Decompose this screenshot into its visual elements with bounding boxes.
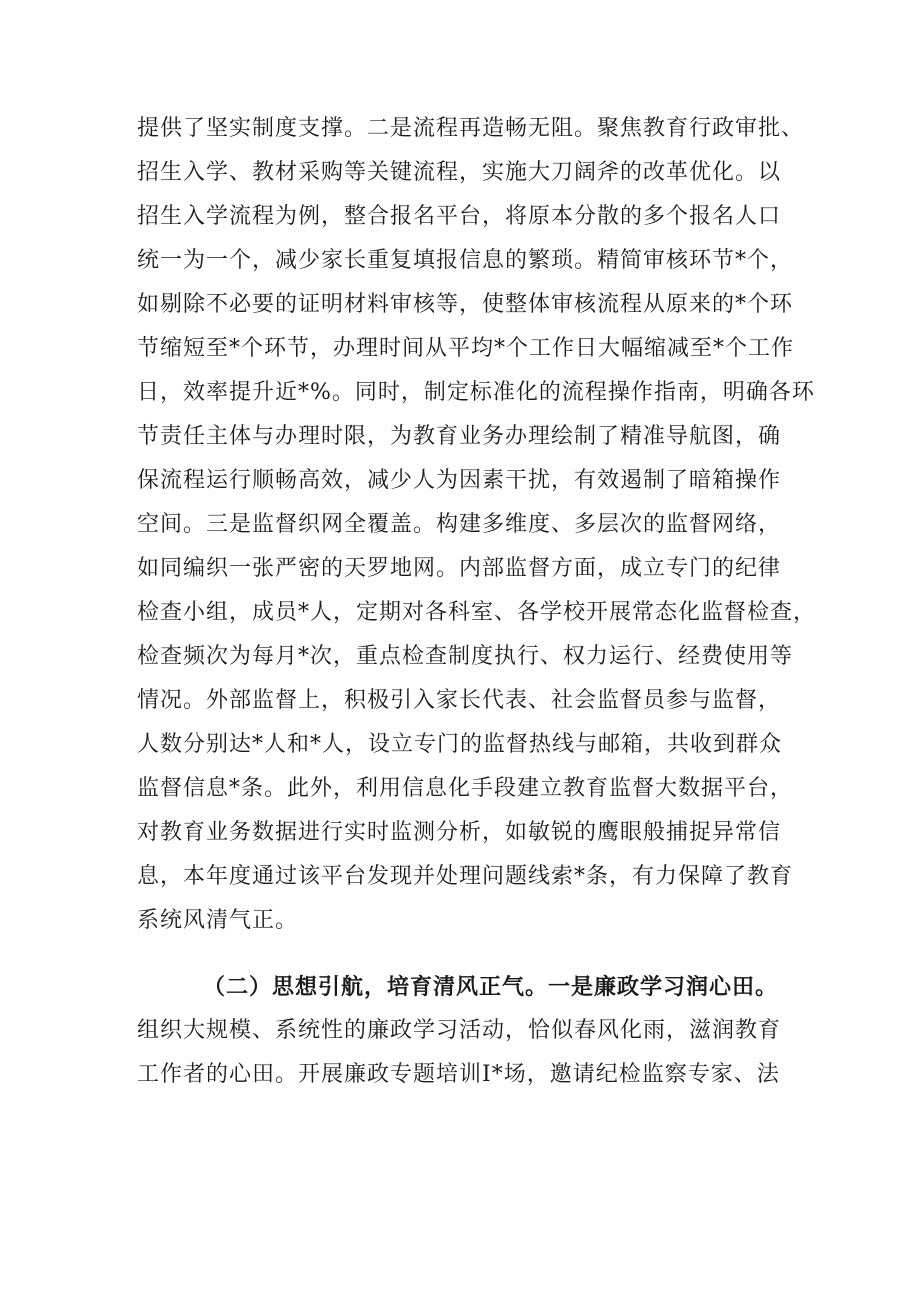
text-line: 工作者的心田。开展廉政专题培训I*场，邀请纪检监察专家、法 (137, 1062, 780, 1087)
text-line: 招生入学、教材采购等关键流程，实施大刀阔斧的改革优化。以 (137, 160, 782, 185)
text-line: 节缩短至*个环节，办理时间从平均*个工作日大幅缩减至*个工作 (137, 336, 795, 361)
text-line: 人数分别达*人和*人，设立专门的监督热线与邮箱，共收到群众 (137, 732, 783, 757)
text-line: 统一为一个，减少家长重复填报信息的繁琐。精简审核环节*个， (137, 248, 794, 273)
paragraph-ideological-guidance (137, 965, 797, 1097)
document-body (137, 107, 817, 1097)
text-line: 对教育业务数据进行实时监测分析，如敏锐的鹰眼般捕捉异常信 (137, 820, 782, 845)
text-line: 节责任主体与办理时限，为教育业务办理绘制了精准导航图，确 (137, 424, 782, 449)
text-line: 提供了坚实制度支撑。二是流程再造畅无阻。聚焦教育行政审批、 (137, 116, 805, 141)
text-line: 日，效率提升近*%。同时，制定标准化的流程操作指南，明确各环 (137, 380, 815, 405)
text-line: 组织大规模、系统性的廉政学习活动，恰似春风化雨，滋润教育 (137, 1018, 782, 1043)
section-heading: （二）思想引航，培育清风正气。一是廉政学习润心田。 (203, 974, 779, 1000)
text-line: 检查小组，成员*人，定期对各科室、各学校开展常态化监督检查， (137, 600, 817, 625)
text-line: 保流程运行顺畅高效，减少人为因素干扰，有效遏制了暗箱操作 (137, 468, 782, 493)
paragraph-reform-supervision (137, 107, 817, 943)
text-line: 系统风清气正。 (137, 908, 299, 933)
text-line: 监督信息*条。此外，利用信息化手段建立教育监督大数据平台， (137, 776, 794, 801)
text-line: 如同编织一张严密的天罗地网。内部监督方面，成立专门的纪律 (137, 556, 782, 581)
text-line: 招生入学流程为例，整合报名平台，将原本分散的多个报名人口 (137, 204, 782, 229)
text-line: 检查频次为每月*次，重点检查制度执行、权力运行、经费使用等 (137, 644, 794, 669)
text-line: 息，本年度通过该平台发现并处理问题线索*条，有力保障了教育 (137, 864, 794, 889)
text-line: 情况。外部监督上，积极引入家长代表、社会监督员参与监督， (137, 688, 782, 713)
text-line: 空间。三是监督织网全覆盖。构建多维度、多层次的监督网络， (137, 512, 782, 537)
text-line: 如剔除不必要的证明材料审核等，使整体审核流程从原来的*个环 (137, 292, 794, 317)
